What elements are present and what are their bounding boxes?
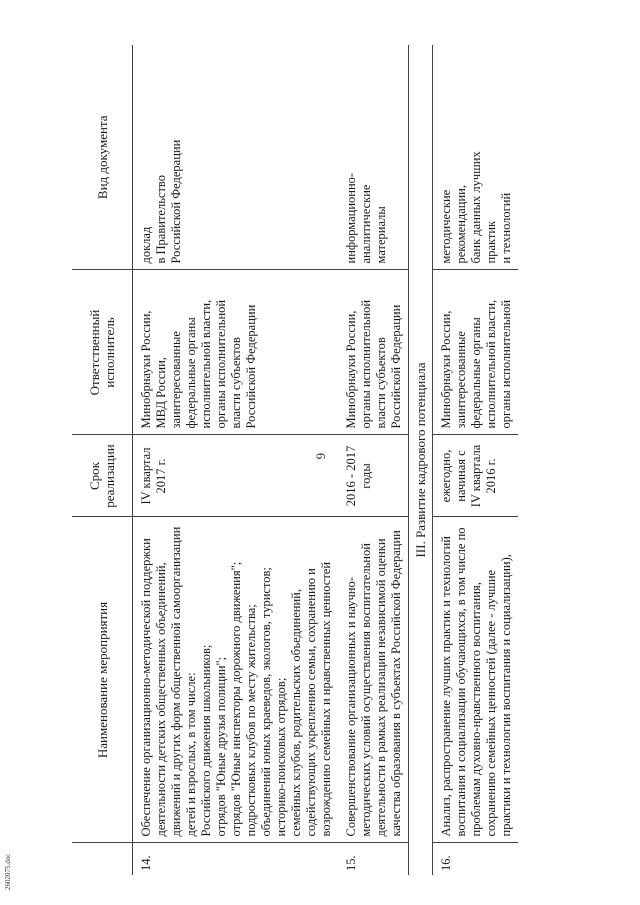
header-term: Срок реализации <box>72 435 133 517</box>
responsible-executor-line: Российской Федерации <box>244 304 258 429</box>
row-number-line: 14. <box>139 855 153 871</box>
document-type-line: аналитические <box>359 184 373 264</box>
measure-name-line: отрядов "Юные друзья полиции"; <box>214 656 228 837</box>
responsible-executor-line: власти субъектов <box>229 337 243 429</box>
measure-name-line: возрождению семейных и нравственных ценностей <box>319 561 333 837</box>
measures-table <box>72 45 518 875</box>
table-header-row <box>72 45 133 875</box>
implementation-term-line: IV квартал <box>139 447 153 505</box>
measure-name-line: воспитания и социализации обучающихся, в том числе по <box>454 527 468 837</box>
measure-name-line: отрядов "Юные инспекторы дорожного движения"; <box>229 561 243 837</box>
section-title: III. Развитие кадрового потенциала <box>409 45 433 875</box>
document-type <box>133 45 339 270</box>
document-type <box>433 45 519 270</box>
document-type-line: информационно- <box>344 172 358 264</box>
responsible-executor-line: заинтересованные <box>454 331 468 429</box>
responsible-executor-line: исполнительной власти, <box>484 299 498 429</box>
implementation-term-line: 2016 - 2017 <box>344 445 358 507</box>
measure-name-line: подростковых клубов по месту жительства; <box>244 604 258 837</box>
implementation-term-line: годы <box>359 463 373 489</box>
implementation-term <box>433 435 519 517</box>
measure-name-line: качества образования в субъектах Российской Федерации <box>389 530 403 837</box>
header-name: Наименование мероприятия <box>72 517 133 843</box>
rotated-table-area <box>72 45 632 875</box>
header-responsible: Ответственный исполнитель <box>72 270 133 435</box>
table-row <box>338 45 409 875</box>
responsible-executor-line: Российской Федерации <box>389 304 403 429</box>
implementation-term-line: IV квартала <box>469 444 483 508</box>
document-type <box>338 45 409 270</box>
responsible-executor-line: органы исполнительной <box>499 299 513 429</box>
document-type-line: доклад <box>139 226 153 264</box>
measure-name-line: семейных клубов, родительских объединений, <box>289 589 303 837</box>
measure-name-line: детей и взрослых, в том числе: <box>184 672 198 837</box>
measure-name-line: проблемам духовно-нравственного воспитания, <box>469 582 483 837</box>
responsible-executor-line: федеральные органы <box>184 317 198 429</box>
measure-name-line: Анализ, распространение лучших практик и технологий <box>439 536 453 837</box>
implementation-term <box>338 435 409 517</box>
measure-name-line: методических условий осуществления воспитательной <box>359 543 373 837</box>
section-row <box>409 45 433 875</box>
responsible-executor-line: исполнительной власти, <box>199 299 213 429</box>
table-body <box>133 45 519 875</box>
table-row <box>433 45 519 875</box>
responsible-executor-line: Минобрнауки России, <box>439 310 453 429</box>
measure-name-line: практики и технологии воспитания и социализации), <box>499 554 513 837</box>
responsible-executor-line: МВД России, <box>154 357 168 429</box>
measure-name-line: Российского движения школьников; <box>199 644 213 837</box>
measure-name-line: историко-поисковых отрядов; <box>274 677 288 837</box>
responsible-executor <box>338 270 409 435</box>
measure-name-line: сохранению семейных ценностей (далее - лучшие <box>484 569 498 837</box>
row-number <box>433 843 519 875</box>
header-num <box>72 843 133 875</box>
measure-name-line: деятельности в рамках реализации независимой оценки <box>374 538 388 837</box>
measure-name-line: деятельности детских общественных объединений, <box>154 562 168 837</box>
page-number: 6 <box>313 452 328 460</box>
document-type-line: в Правительство <box>154 175 168 264</box>
responsible-executor-line: заинтересованные <box>169 331 183 429</box>
measure-name <box>133 517 339 843</box>
responsible-executor-line: Минобрнауки России, <box>344 310 358 429</box>
row-number-line: 15. <box>344 855 358 871</box>
implementation-term-line: ежегодно, <box>439 449 453 503</box>
responsible-executor-line: Минобрнауки России, <box>139 310 153 429</box>
measure-name <box>338 517 409 843</box>
responsible-executor-line: органы исполнительной <box>214 299 228 429</box>
implementation-term-line: 2017 г. <box>154 458 168 494</box>
document-type-line: Российской Федерации <box>169 139 183 264</box>
measure-name-line: движений и других форм общественной самоорганизации <box>169 526 183 837</box>
document-type-line: рекомендации, <box>454 185 468 264</box>
implementation-term-line: 2016 г. <box>484 458 498 494</box>
document-type-line: и технологий <box>499 192 513 264</box>
measure-name-line: Совершенствование организационных и научно- <box>344 577 358 837</box>
header-doc-type: Вид документа <box>72 45 133 270</box>
document-type-line: методические <box>439 189 453 264</box>
document-type-line: материалы <box>374 206 388 264</box>
responsible-executor-line: федеральные органы <box>469 317 483 429</box>
document-type-line: банк данных лучших <box>469 151 483 264</box>
responsible-executor <box>433 270 519 435</box>
document-type-line: практик <box>484 220 498 264</box>
implementation-term-line: начиная с <box>454 450 468 502</box>
responsible-executor-line: власти субъектов <box>374 337 388 429</box>
footer-file-code: 2602075.doc <box>4 853 12 890</box>
implementation-term <box>133 435 339 517</box>
measure-name <box>433 517 519 843</box>
table-row <box>133 45 339 875</box>
row-number <box>338 843 409 875</box>
measure-name-line: Обеспечение организационно-методической поддержки <box>139 538 153 837</box>
measure-name-line: содействующих укреплению семьи, сохранению и <box>304 568 318 837</box>
row-number <box>133 843 339 875</box>
responsible-executor-line: органы исполнительной <box>359 299 373 429</box>
responsible-executor <box>133 270 339 435</box>
measure-name-line: объединений юных краеведов, экологов, туристов; <box>259 567 273 837</box>
row-number-line: 16. <box>439 855 453 871</box>
